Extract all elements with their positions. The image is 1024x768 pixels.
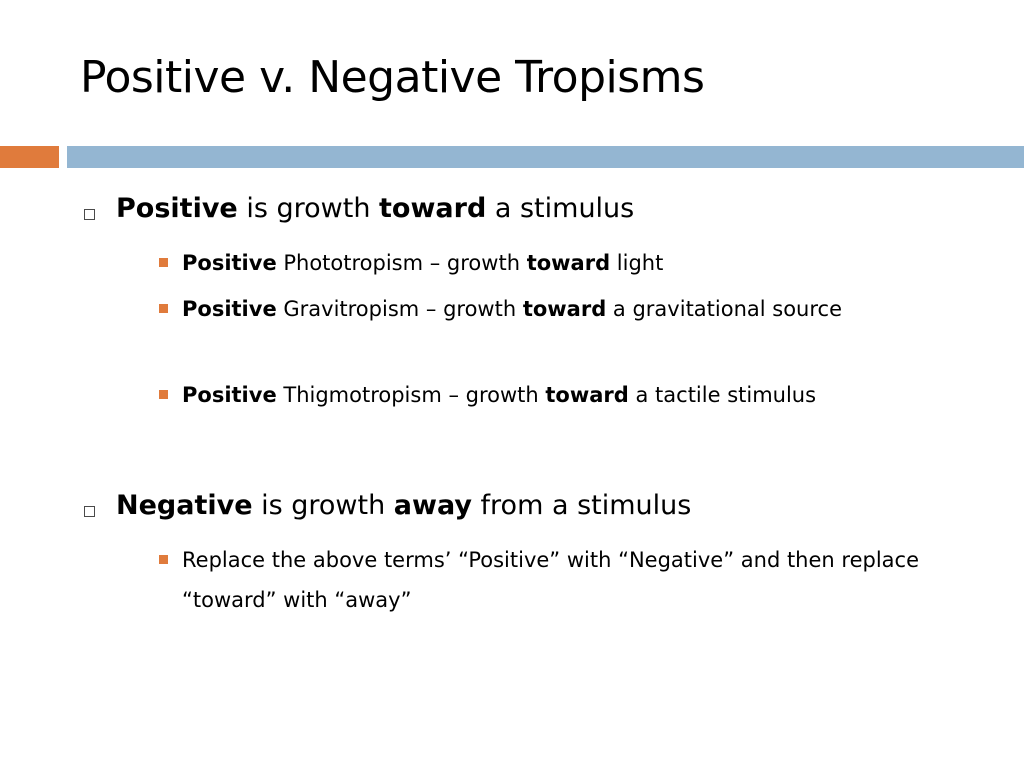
bullet-keyword: toward [379, 193, 487, 224]
subbullet-keyword: toward [545, 383, 629, 407]
subbullet-text: Phototropism – growth [276, 251, 527, 275]
bullet-positive [116, 193, 634, 224]
bullet-term: Negative [116, 490, 253, 521]
square-bullet-icon [159, 555, 168, 564]
hollow-square-bullet-icon [84, 506, 95, 517]
bullet-term: Positive [116, 193, 238, 224]
subbullet-text: a tactile stimulus [628, 383, 817, 407]
bullet-text: is growth [252, 490, 394, 521]
subbullet-term: Positive [182, 297, 277, 321]
bullet-keyword: away [393, 490, 472, 521]
bullet-text: from a stimulus [471, 490, 692, 521]
square-bullet-icon [159, 304, 168, 313]
subbullet-text: a gravitational source [606, 297, 843, 321]
square-bullet-icon [159, 390, 168, 399]
subbullet-thigmotropism [182, 375, 942, 415]
subbullet-keyword: toward [522, 297, 607, 321]
subbullet-text: Thigmotropism – growth [276, 383, 546, 407]
subbullet-term: Positive [182, 251, 277, 275]
subbullet-keyword: toward [526, 251, 611, 275]
subbullet-gravitropism [182, 289, 922, 329]
square-bullet-icon [159, 258, 168, 267]
subbullet-term: Positive [182, 383, 277, 407]
bullet-negative [116, 490, 691, 521]
hollow-square-bullet-icon [84, 209, 95, 220]
subbullet-replace-note: Replace the above terms’ “Positive” with “Negative” and then replace “toward” with “away” [182, 548, 919, 612]
bullet-text: is growth [237, 193, 380, 224]
slide-title: Positive v. Negative Tropisms [80, 52, 705, 103]
bullet-text: a stimulus [486, 193, 635, 224]
subbullet-phototropism [182, 243, 942, 283]
subbullet-text: Gravitropism – growth [276, 297, 523, 321]
subbullet-text: light [610, 251, 664, 275]
